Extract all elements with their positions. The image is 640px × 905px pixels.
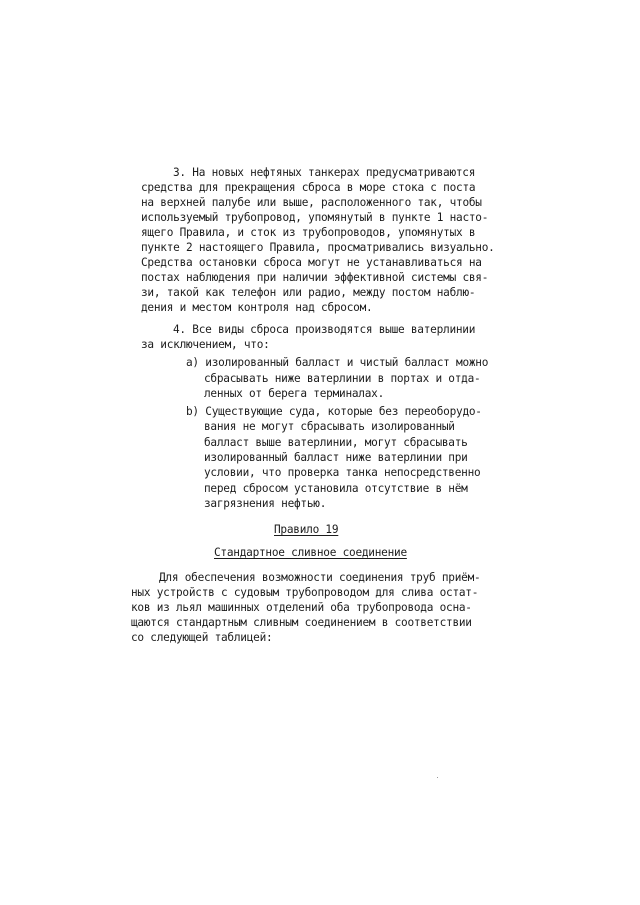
text-line: используемый трубопровод, упомянутый в пункте 1 насто- <box>141 211 489 225</box>
text-line: дения и местом контроля над сбросом. <box>141 301 373 315</box>
text-line: постах наблюдения при наличии эффективной системы свя- <box>141 271 489 285</box>
text-line: пункте 2 настоящего Правила, просматривались визуально. <box>141 241 495 255</box>
text-line: b) Существующие суда, которые без переоборудо- <box>186 405 482 418</box>
text-line: щаются стандартным сливным соединением в соответствии <box>131 616 472 630</box>
text-line: ных устройств с судовым трубопроводом для слива остат- <box>131 586 479 600</box>
rule-heading: Правило 19 <box>274 523 339 536</box>
text-line: ков из льял машинных отделений оба трубопровода осна- <box>131 601 472 615</box>
scan-speck <box>437 777 438 778</box>
text-line: ленных от берега терминалах. <box>204 387 385 400</box>
text-line: на верхней палубе или выше, расположенного так, чтобы <box>141 196 482 210</box>
text-line: со следующей таблицей: <box>131 631 273 645</box>
text-line: сбрасывать ниже ватерлинии в портах и отда- <box>204 371 481 385</box>
text-line: за исключением, что: <box>141 338 270 351</box>
text-line: вания не могут сбрасывать изолированный <box>204 420 455 434</box>
text-line: средства для прекращения сброса в море стока с поста <box>141 181 476 195</box>
text-line: Средства остановки сброса могут не устанавливаться на <box>141 256 482 270</box>
text-line: Для обеспечения возможности соединения труб приём- <box>159 571 481 584</box>
text-line: ящего Правила, и сток из трубопроводов, упомянутых в <box>141 226 476 240</box>
text-line: загрязнения нефтью. <box>204 496 327 510</box>
text-line: перед сбросом установила отсутствие в нём <box>204 481 468 495</box>
text-line: условии, что проверка танка непосредственно <box>204 466 481 480</box>
text-line: a) изолированный балласт и чистый балласт можно <box>186 356 489 369</box>
text-line: 4. Все виды сброса производятся выше ватерлинии <box>173 323 476 336</box>
text-line: балласт выше ватерлинии, могут сбрасывать <box>204 435 468 449</box>
text-line: изолированный балласт ниже ватерлинии при <box>204 450 468 464</box>
text-line: зи, такой как телефон или радио, между постом наблю- <box>141 286 476 300</box>
rule-title: Стандартное сливное соединение <box>214 546 407 559</box>
text-line: 3. На новых нефтяных танкерах предусматриваются <box>173 166 476 179</box>
